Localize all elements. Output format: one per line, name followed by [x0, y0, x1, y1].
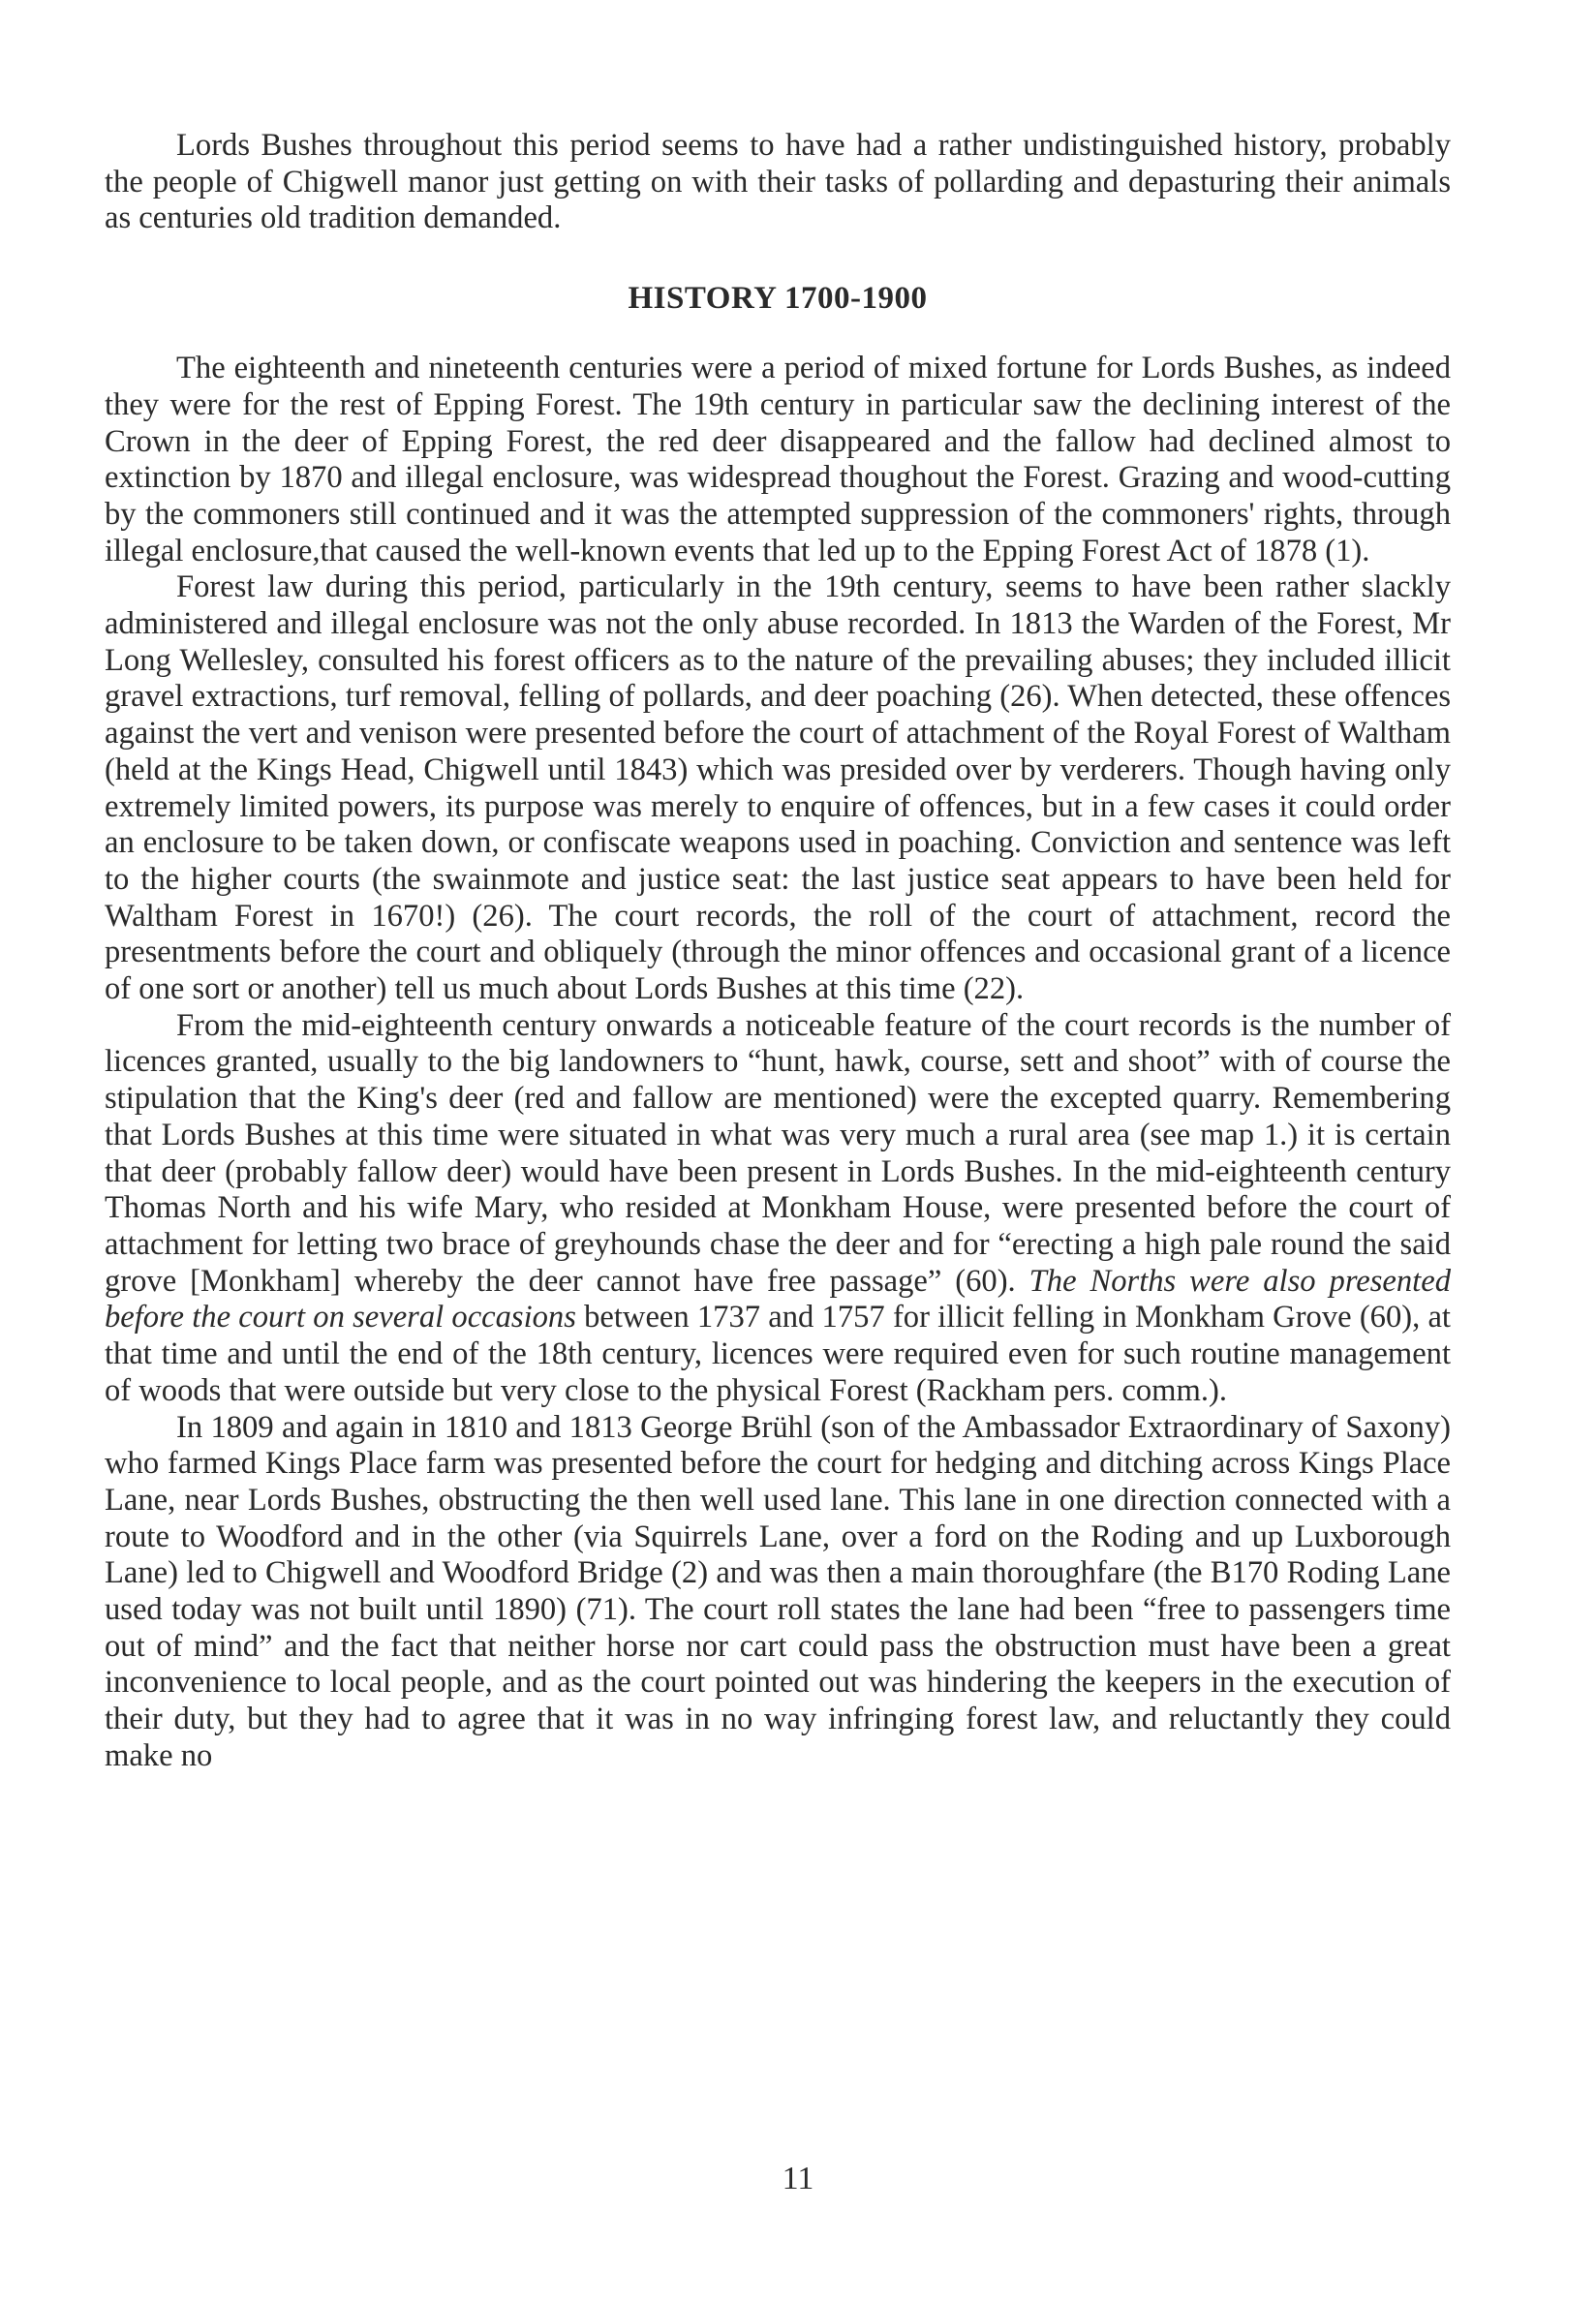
- italic-phrase: The Norths were also presented before the court on several occasions: [105, 1263, 1451, 1335]
- document-page: [105, 128, 1451, 1775]
- paragraph-text: From the mid-eighteenth century onwards a noticeable feature of the court records is the number of licences granted, usually to the big landowners to “hunt, hawk, course, sett and shoot” with of course the stipulation that the King's deer (red and fallow are mentioned) were the excepted quarry. Remembering that Lords Bushes at this time were situated in what was very much a rural area (see map 1.) it is certain that deer (probably fallow deer) would have been present in Lords Bushes. In the mid-eighteenth century Thomas North and his wife Mary, who resided at Monkham House, were presented before the court of attachment for letting two brace of greyhounds chase the deer and for “erecting a high pale round the said grove [Monkham] whereby the deer cannot have free passage” (60).: [105, 1007, 1451, 1299]
- body-paragraph: Forest law during this period, particularly in the 19th century, seems to have been rather slackly administered and illegal enclosure was not the only abuse recorded. In 1813 the Warden of the Forest, Mr Long Wellesley, consulted his forest officers as to the nature of the prevailing abuses; they included illicit gravel extractions, turf removal, felling of pollards, and deer poaching (26). When detected, these offences against the vert and venison were presented before the court of attachment of the Royal Forest of Waltham (held at the Kings Head, Chigwell until 1843) which was presided over by verderers. Though having only extremely limited powers, its purpose was merely to enquire of offences, but in a few cases it could order an enclosure to be taken down, or confiscate weapons used in poaching. Conviction and sentence was left to the higher courts (the swainmote and justice seat: the last justice seat appears to have been held for Waltham Forest in 1670!) (26). The court records, the roll of the court of attachment, record the presentments before the court and obliquely (through the minor offences and occasional grant of a licence of one sort or another) tell us much about Lords Bushes at this time (22).: [105, 569, 1451, 1007]
- paragraph-text: between 1737 and 1757 for illicit felling in Monkham Grove (60), at that time and until the end of the 18th century, licences were required even for such routine management of woods that were outside but very close to the physical Forest (Rackham pers. comm.).: [105, 1300, 1451, 1408]
- spacer: [105, 237, 1451, 280]
- spacer: [105, 317, 1451, 351]
- body-paragraph-court-records: [105, 1008, 1451, 1410]
- page-number: 11: [782, 2161, 814, 2196]
- section-heading: HISTORY 1700-1900: [628, 281, 928, 317]
- final-paragraph: In 1809 and again in 1810 and 1813 George Brühl (son of the Ambassador Extraordinary of Saxony) who farmed Kings Place farm was presented before the court for hedging and ditching across Kings Place Lane, near Lords Bushes, obstructing the then well used lane. This lane in one direction connected with a route to Woodford and in the other (via Squirrels Lane, over a ford on the Roding and up Luxborough Lane) led to Chigwell and Woodford Bridge (2) and was then a main thoroughfare (the B170 Roding Lane used today was not built until 1890) (71). The court roll states the lane had been “free to passengers time out of mind” and the fact that neither horse nor cart could pass the obstruction must have been a great inconvenience to local people, and as the court pointed out was hindering the keepers in the execution of their duty, but they had to agree that it was in no way infringing forest law, and reluctantly they could make no: [105, 1409, 1451, 1773]
- intro-paragraph: Lords Bushes throughout this period seems to have had a rather undistinguished history, probably the people of Chigwell manor just getting on with their tasks of pollarding and depasturing their animals as centuries old tradition demanded.: [105, 128, 1451, 236]
- body-paragraph: The eighteenth and nineteenth centuries were a period of mixed fortune for Lords Bushes, as indeed they were for the rest of Epping Forest. The 19th century in particular saw the declining interest of the Crown in the deer of Epping Forest, the red deer disappeared and the fallow had declined almost to extinction by 1870 and illegal enclosure, was widespread thoughout the Forest. Grazing and wood-cutting by the commoners still continued and it was the attempted suppression of the commoners' rights, through illegal enclosure,that caused the well-known events that led up to the Epping Forest Act of 1878 (1).: [105, 351, 1451, 568]
